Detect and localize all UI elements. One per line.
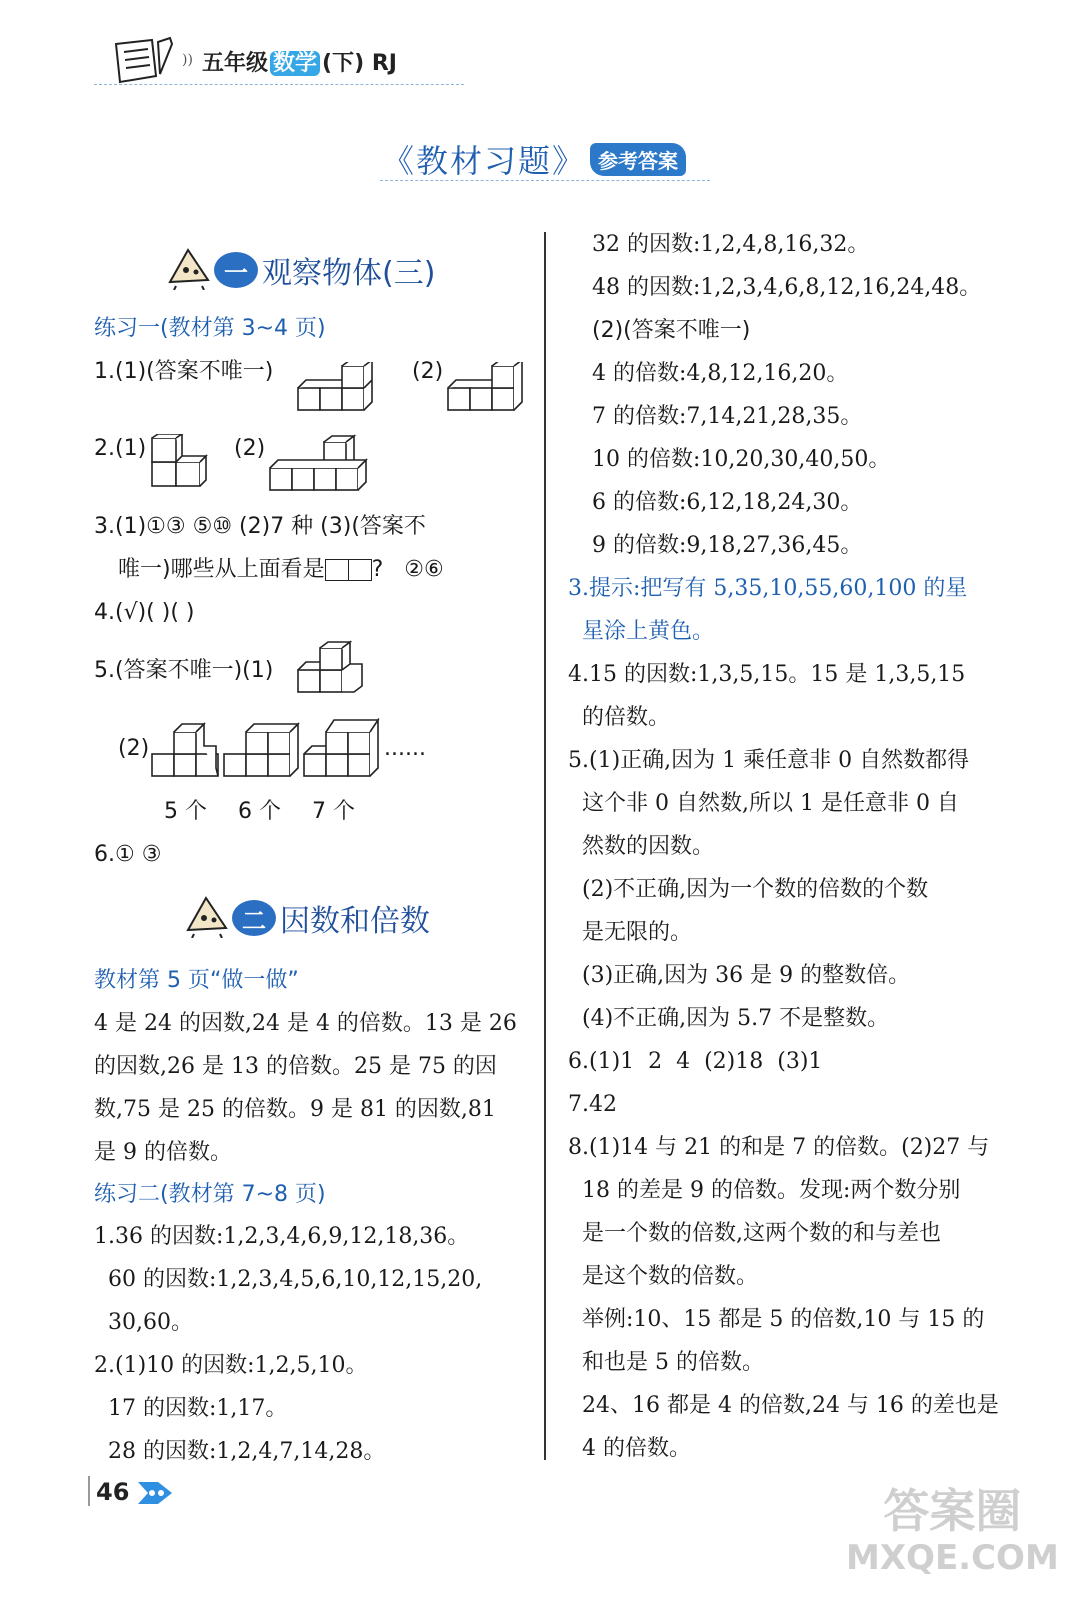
right-line: 5.(1)正确,因为 1 乘任意非 0 自然数都得 (568, 748, 970, 773)
unit-2-number: 二 (232, 900, 276, 936)
right-line: 这个非 0 自然数,所以 1 是任意非 0 自 (568, 791, 959, 816)
edition-label: RJ (371, 51, 397, 76)
right-line: 18 的差是 9 的倍数。发现:两个数分别 (568, 1178, 961, 1203)
q1-part2-cube-figure (446, 362, 528, 414)
right-line: 7.42 (568, 1092, 617, 1117)
right-line: 6.(1)1 2 4 (2)18 (3)1 (568, 1049, 823, 1074)
right-line: 和也是 5 的倍数。 (568, 1350, 764, 1375)
q3-line-2-question: ? (371, 557, 384, 582)
unit-1-heading (166, 246, 435, 294)
answer-badge: 参考答案 (590, 143, 686, 176)
unit-2-heading (184, 894, 430, 942)
unit-1-number: 一 (214, 252, 258, 288)
book-icon (108, 36, 178, 88)
q5-count-7: 7 个 (312, 799, 355, 824)
do-it-line: 是 9 的倍数。 (94, 1140, 232, 1165)
q6-line: 6.① ③ (94, 842, 162, 867)
right-line: 是一个数的倍数,这两个数的和与差也 (568, 1221, 941, 1246)
right-line: 的倍数。 (568, 705, 670, 730)
footer-rule (88, 1476, 90, 1506)
q3-line-1: 3.(1)①③ ⑤⑩ (2)7 种 (3)(答案不 (94, 514, 426, 539)
q3-line-2-text: 唯一)哪些从上面看是 (118, 557, 325, 582)
right-line: 10 的倍数:10,20,30,40,50。 (592, 447, 891, 472)
do-it-line: 4 是 24 的因数,24 是 4 的倍数。13 是 26 (94, 1011, 517, 1036)
right-line: 6 的倍数:6,12,18,24,30。 (592, 490, 863, 515)
right-line: 是无限的。 (568, 920, 692, 945)
square-icon (349, 559, 372, 581)
q5-part2-label: (2) (118, 736, 150, 761)
mascot-icon (184, 894, 232, 942)
exercise-2-line: 28 的因数:1,2,4,7,14,28。 (94, 1439, 386, 1464)
q3-line-2-answer: ②⑥ (404, 557, 444, 582)
right-line: 4 的倍数:4,8,12,16,20。 (592, 361, 849, 386)
exercise-2-heading: 练习二(教材第 7~8 页) (94, 1182, 326, 1207)
right-line: (4)不正确,因为 5.7 不是整数。 (568, 1006, 890, 1031)
q1-part1-cube-figure (296, 362, 386, 414)
right-line: (2)不正确,因为一个数的倍数的个数 (568, 877, 929, 902)
right-line: 7 的倍数:7,14,21,28,35。 (592, 404, 863, 429)
page-title-block (382, 136, 686, 182)
do-it-line: 数,75 是 25 的倍数。9 是 81 的因数,81 (94, 1097, 496, 1122)
watermark-line-1: 答案圈 (883, 1484, 1022, 1538)
watermark-line-2: MXQE.COM (846, 1538, 1059, 1578)
book-series-title (202, 46, 397, 77)
watermark (846, 1484, 1059, 1578)
q2-part2-cube-figure (268, 434, 380, 494)
q2-part2-label: (2) (234, 436, 266, 461)
exercise-2-line: 1.36 的因数:1,2,3,4,6,9,12,18,36。 (94, 1224, 470, 1249)
q1-part2-label: (2) (412, 359, 444, 384)
title-underline (380, 180, 710, 181)
q5-pattern-figure (150, 718, 386, 782)
subject-label: 数学 (270, 51, 320, 76)
q5-ellipsis: ...... (384, 736, 426, 761)
q2-part1-cube-figure (150, 434, 210, 488)
page-number: 46 (96, 1478, 130, 1506)
page-arrow-icon (136, 1478, 176, 1512)
mascot-icon (166, 246, 214, 294)
right-line: (2)(答案不唯一) (592, 318, 751, 343)
right-line: 是这个数的倍数。 (568, 1264, 758, 1289)
exercise-2-line: 2.(1)10 的因数:1,2,5,10。 (94, 1353, 368, 1378)
exercise-2-line: 30,60。 (94, 1310, 193, 1335)
right-line: 8.(1)14 与 21 的和是 7 的倍数。(2)27 与 (568, 1135, 990, 1160)
volume-label: (下) (322, 51, 365, 76)
q5-part1-cube-figure (296, 640, 368, 696)
right-line: (3)正确,因为 36 是 9 的整数倍。 (568, 963, 911, 988)
right-line: 然数的因数。 (568, 834, 714, 859)
q4-line: 4.(√)( )( ) (94, 600, 195, 625)
grade-label: 五年级 (202, 51, 269, 76)
sound-icon: )) (182, 52, 193, 68)
q5-count-5: 5 个 (164, 799, 207, 824)
exercise-1-heading: 练习一(教材第 3~4 页) (94, 316, 326, 341)
right-line: 4.15 的因数:1,3,5,15。15 是 1,3,5,15 (568, 662, 966, 687)
q5-count-6: 6 个 (238, 799, 281, 824)
right-line: 48 的因数:1,2,3,4,6,8,12,16,24,48。 (592, 275, 982, 300)
q2-part1-label: 2.(1) (94, 436, 147, 461)
header-rule (94, 84, 464, 85)
do-it-line: 的因数,26 是 13 的倍数。25 是 75 的因 (94, 1054, 497, 1079)
q5-part1-label: 5.(答案不唯一)(1) (94, 658, 274, 683)
page-title: 《教材习题》 (382, 142, 587, 180)
q3-hint-line: 星涂上黄色。 (568, 619, 714, 644)
do-it-heading: 教材第 5 页“做一做” (94, 968, 299, 993)
square-icon (325, 559, 349, 581)
q1-part1-label: 1.(1)(答案不唯一) (94, 359, 274, 384)
right-line: 9 的倍数:9,18,27,36,45。 (592, 533, 863, 558)
right-line: 24、16 都是 4 的倍数,24 与 16 的差也是 (568, 1393, 999, 1418)
exercise-2-line: 17 的因数:1,17。 (94, 1396, 288, 1421)
unit-1-title: 观察物体(三) (262, 256, 436, 291)
q3-line-2 (118, 555, 444, 585)
right-line: 举例:10、15 都是 5 的倍数,10 与 15 的 (568, 1307, 985, 1332)
right-line: 4 的倍数。 (568, 1436, 691, 1461)
unit-2-title: 因数和倍数 (280, 904, 430, 939)
exercise-2-line: 60 的因数:1,2,3,4,5,6,10,12,15,20, (94, 1267, 483, 1292)
right-line: 32 的因数:1,2,4,8,16,32。 (592, 232, 870, 257)
column-divider (544, 232, 546, 1460)
q3-hint-line: 3.提示:把写有 5,35,10,55,60,100 的星 (568, 576, 968, 601)
